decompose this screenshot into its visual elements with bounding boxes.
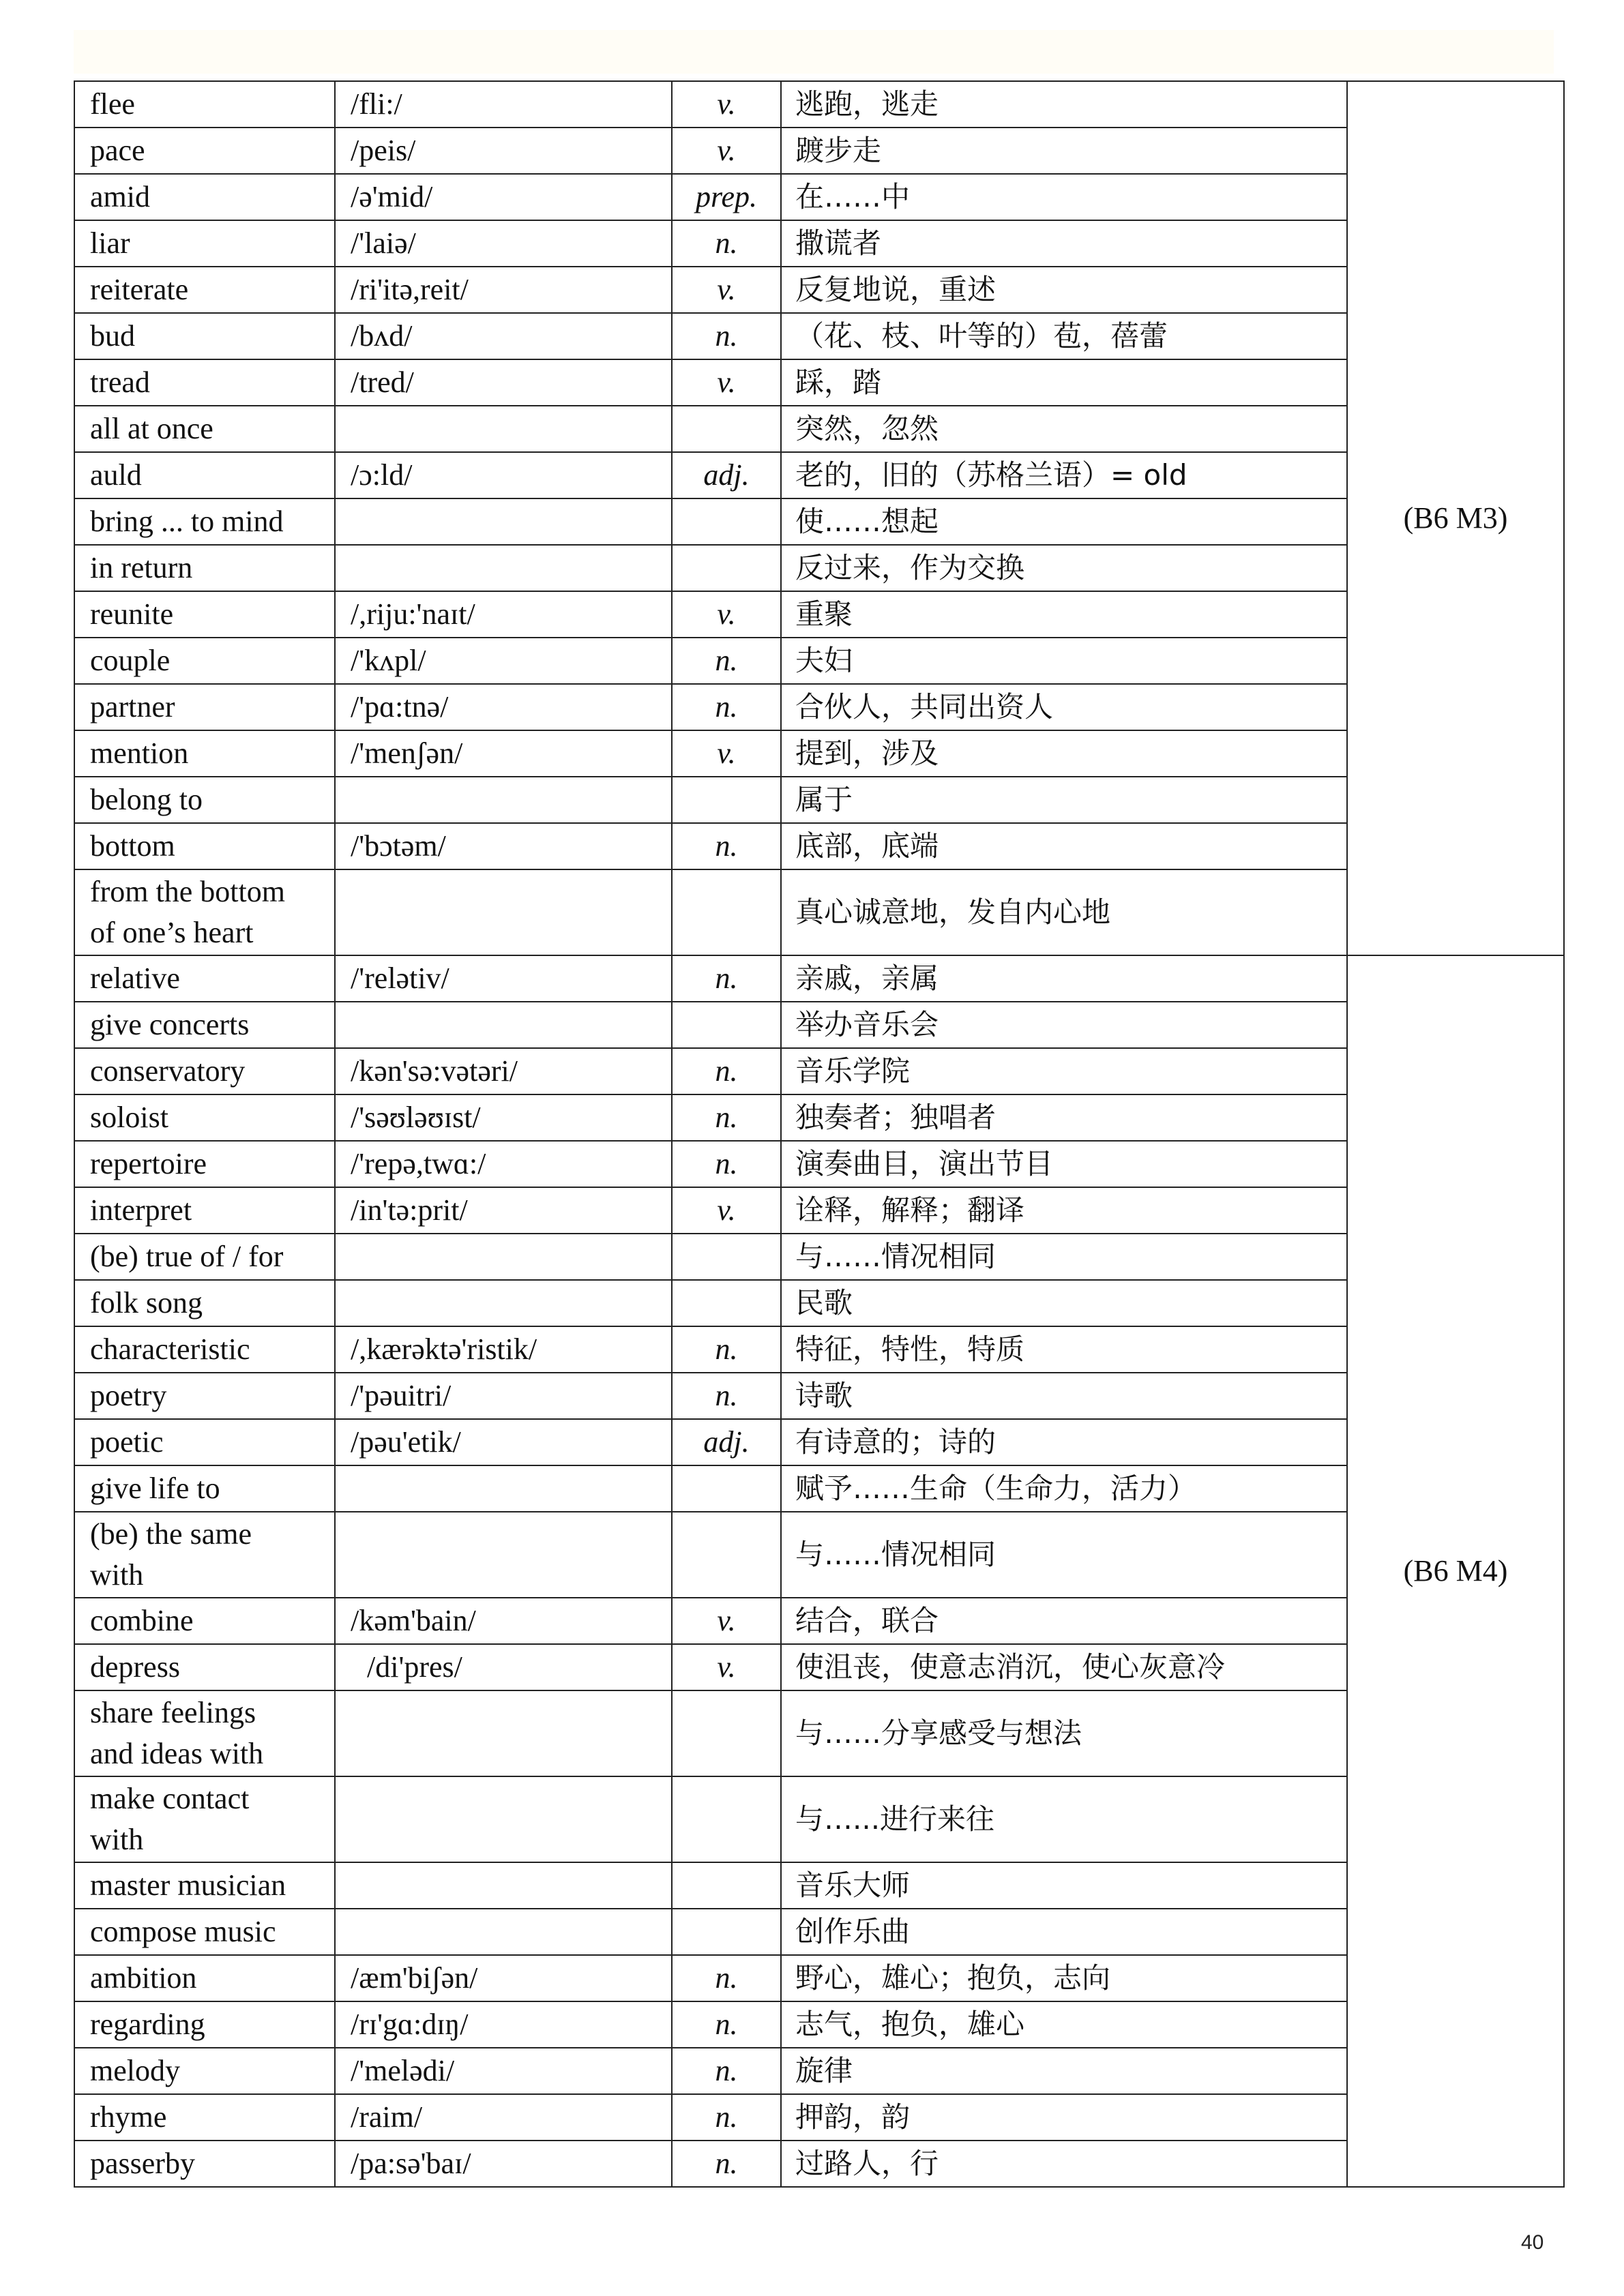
word-line: (be) the same <box>90 1517 252 1551</box>
word-cell: in return <box>74 545 335 591</box>
phonetic-cell: /'menʃən/ <box>335 730 672 777</box>
meaning-cell: 特征，特性，特质 <box>781 1326 1347 1373</box>
word-line: with <box>90 1823 144 1856</box>
part-of-speech-cell: n. <box>672 1141 781 1187</box>
part-of-speech-cell: n. <box>672 1326 781 1373</box>
word-cell: mention <box>74 730 335 777</box>
part-of-speech-cell <box>672 1280 781 1326</box>
phonetic-cell: /,riju:'naɪt/ <box>335 591 672 638</box>
table-row <box>74 1690 1564 1776</box>
meaning-cell: 老的，旧的（苏格兰语）= old <box>781 452 1347 498</box>
word-cell: give life to <box>74 1465 335 1512</box>
word-cell: amid <box>74 174 335 220</box>
meaning-cell: （花、枝、叶等的）苞，蓓蕾 <box>781 313 1347 359</box>
phonetic-cell: /'bɔtəm/ <box>335 823 672 869</box>
meaning-cell: 民歌 <box>781 1280 1347 1326</box>
table-row <box>74 545 1564 591</box>
part-of-speech-cell <box>672 498 781 545</box>
phonetic-cell <box>335 1002 672 1048</box>
phonetic-cell <box>335 406 672 452</box>
table-row <box>74 1598 1564 1644</box>
phonetic-cell: /di'pres/ <box>335 1644 672 1690</box>
part-of-speech-cell: n. <box>672 1373 781 1419</box>
phonetic-cell: /raim/ <box>335 2094 672 2141</box>
word-cell: relative <box>74 955 335 1002</box>
phonetic-cell <box>335 498 672 545</box>
table-row <box>74 1094 1564 1141</box>
vocabulary-table <box>74 80 1565 2188</box>
part-of-speech-cell: n. <box>672 1955 781 2001</box>
word-cell: belong to <box>74 777 335 823</box>
table-row <box>74 174 1564 220</box>
meaning-cell: 合伙人，共同出资人 <box>781 684 1347 730</box>
phonetic-cell <box>335 1280 672 1326</box>
table-row <box>74 406 1564 452</box>
table-row <box>74 869 1564 955</box>
meaning-cell: 音乐学院 <box>781 1048 1347 1094</box>
table-row <box>74 955 1564 1002</box>
phonetic-cell <box>335 1234 672 1280</box>
meaning-cell: 使沮丧，使意志消沉，使心灰意冷 <box>781 1644 1347 1690</box>
part-of-speech-cell <box>672 1776 781 1862</box>
unit-label-m3: (B6 M3) <box>1347 81 1564 955</box>
phonetic-cell: /ɔ:ld/ <box>335 452 672 498</box>
table-row <box>74 1373 1564 1419</box>
meaning-cell: 与…...进行来往 <box>781 1776 1347 1862</box>
part-of-speech-cell <box>672 1512 781 1598</box>
meaning-cell: 举办音乐会 <box>781 1002 1347 1048</box>
meaning-cell: 属于 <box>781 777 1347 823</box>
phonetic-cell: /'kʌpl/ <box>335 638 672 684</box>
meaning-cell: 反复地说，重述 <box>781 267 1347 313</box>
page-header-band <box>74 30 1554 74</box>
table-row <box>74 1234 1564 1280</box>
phonetic-cell: /'relətiv/ <box>335 955 672 1002</box>
meaning-cell: 有诗意的；诗的 <box>781 1419 1347 1465</box>
table-row <box>74 220 1564 267</box>
part-of-speech-cell: v. <box>672 1187 781 1234</box>
part-of-speech-cell: n. <box>672 220 781 267</box>
part-of-speech-cell <box>672 1862 781 1909</box>
word-cell: characteristic <box>74 1326 335 1373</box>
meaning-cell: 赋予……生命（生命力，活力） <box>781 1465 1347 1512</box>
table-row <box>74 1909 1564 1955</box>
table-row <box>74 128 1564 174</box>
meaning-cell: 踩，踏 <box>781 359 1347 406</box>
phonetic-cell: /'repə,twɑ:/ <box>335 1141 672 1187</box>
meaning-cell: 突然，忽然 <box>781 406 1347 452</box>
meaning-cell: 诠释，解释；翻译 <box>781 1187 1347 1234</box>
meaning-cell: 独奏者；独唱者 <box>781 1094 1347 1141</box>
phonetic-cell <box>335 1862 672 1909</box>
table-row <box>74 452 1564 498</box>
table-row <box>74 2094 1564 2141</box>
word-cell: melody <box>74 2048 335 2094</box>
word-cell: passerby <box>74 2141 335 2187</box>
meaning-cell: 逃跑，逃走 <box>781 81 1347 128</box>
word-cell: liar <box>74 220 335 267</box>
table-row <box>74 1644 1564 1690</box>
meaning-cell: 旋律 <box>781 2048 1347 2094</box>
table-row <box>74 1141 1564 1187</box>
part-of-speech-cell: prep. <box>672 174 781 220</box>
meaning-cell: 反过来，作为交换 <box>781 545 1347 591</box>
table-row <box>74 313 1564 359</box>
word-cell: reiterate <box>74 267 335 313</box>
word-cell: master musician <box>74 1862 335 1909</box>
table-row <box>74 1862 1564 1909</box>
table-row <box>74 267 1564 313</box>
word-cell: couple <box>74 638 335 684</box>
phonetic-cell: /fli:/ <box>335 81 672 128</box>
word-cell: combine <box>74 1598 335 1644</box>
word-cell: partner <box>74 684 335 730</box>
phonetic-cell: /æm'biʃən/ <box>335 1955 672 2001</box>
phonetic-cell: /ə'mid/ <box>335 174 672 220</box>
phonetic-cell: /pəu'etik/ <box>335 1419 672 1465</box>
phonetic-cell: /'laiə/ <box>335 220 672 267</box>
phonetic-cell: /kən'sə:vətəri/ <box>335 1048 672 1094</box>
meaning-cell: 提到，涉及 <box>781 730 1347 777</box>
page-number: 40 <box>1521 2231 1544 2254</box>
word-cell: repertoire <box>74 1141 335 1187</box>
phonetic-cell: /ri'itə,reit/ <box>335 267 672 313</box>
table-row <box>74 684 1564 730</box>
part-of-speech-cell <box>672 1465 781 1512</box>
phonetic-cell: /'səʊləʊɪst/ <box>335 1094 672 1141</box>
unit-label-m4: (B6 M4) <box>1347 955 1564 2187</box>
meaning-cell: 创作乐曲 <box>781 1909 1347 1955</box>
table-row <box>74 823 1564 869</box>
phonetic-cell: /pa:sə'baɪ/ <box>335 2141 672 2187</box>
part-of-speech-cell <box>672 1234 781 1280</box>
word-cell: depress <box>74 1644 335 1690</box>
meaning-cell: 押韵，韵 <box>781 2094 1347 2141</box>
word-cell: bottom <box>74 823 335 869</box>
part-of-speech-cell: n. <box>672 2094 781 2141</box>
word-line: of one’s heart <box>90 916 254 949</box>
word-cell <box>74 869 335 955</box>
table-row <box>74 1465 1564 1512</box>
word-cell: tread <box>74 359 335 406</box>
table-row <box>74 359 1564 406</box>
word-line: from the bottom <box>90 875 285 908</box>
table-row <box>74 2048 1564 2094</box>
word-cell: poetic <box>74 1419 335 1465</box>
word-cell: all at once <box>74 406 335 452</box>
part-of-speech-cell: n. <box>672 823 781 869</box>
part-of-speech-cell <box>672 1690 781 1776</box>
part-of-speech-cell: v. <box>672 591 781 638</box>
meaning-cell: 重聚 <box>781 591 1347 638</box>
meaning-cell: 真心诚意地，发自内心地 <box>781 869 1347 955</box>
phonetic-cell: /bʌd/ <box>335 313 672 359</box>
table-row <box>74 1776 1564 1862</box>
phonetic-cell <box>335 1909 672 1955</box>
word-cell: soloist <box>74 1094 335 1141</box>
part-of-speech-cell: n. <box>672 684 781 730</box>
part-of-speech-cell: v. <box>672 81 781 128</box>
meaning-cell: 音乐大师 <box>781 1862 1347 1909</box>
table-row <box>74 2141 1564 2187</box>
part-of-speech-cell: n. <box>672 638 781 684</box>
phonetic-cell <box>335 1776 672 1862</box>
part-of-speech-cell: n. <box>672 955 781 1002</box>
phonetic-cell <box>335 1465 672 1512</box>
part-of-speech-cell: n. <box>672 1048 781 1094</box>
phonetic-cell <box>335 545 672 591</box>
table-row <box>74 1955 1564 2001</box>
word-cell: (be) true of / for <box>74 1234 335 1280</box>
word-line: with <box>90 1558 144 1592</box>
table-row <box>74 730 1564 777</box>
table-row <box>74 81 1564 128</box>
word-cell: ambition <box>74 1955 335 2001</box>
meaning-cell: 诗歌 <box>781 1373 1347 1419</box>
meaning-cell: 演奏曲目，演出节目 <box>781 1141 1347 1187</box>
table-row <box>74 777 1564 823</box>
part-of-speech-cell: v. <box>672 128 781 174</box>
word-cell: regarding <box>74 2001 335 2048</box>
word-line: and ideas with <box>90 1737 264 1770</box>
word-cell: flee <box>74 81 335 128</box>
word-cell: bring ... to mind <box>74 498 335 545</box>
meaning-cell: 与……情况相同 <box>781 1512 1347 1598</box>
phonetic-cell <box>335 1690 672 1776</box>
part-of-speech-cell: n. <box>672 313 781 359</box>
meaning-cell: 踱步走 <box>781 128 1347 174</box>
word-cell <box>74 1776 335 1862</box>
phonetic-cell <box>335 1512 672 1598</box>
part-of-speech-cell: adj. <box>672 452 781 498</box>
phonetic-cell: /tred/ <box>335 359 672 406</box>
table-row <box>74 1326 1564 1373</box>
table-row <box>74 591 1564 638</box>
word-cell: pace <box>74 128 335 174</box>
phonetic-cell: /kəm'bain/ <box>335 1598 672 1644</box>
meaning-cell: 与……分享感受与想法 <box>781 1690 1347 1776</box>
word-cell: conservatory <box>74 1048 335 1094</box>
meaning-cell: 亲戚，亲属 <box>781 955 1347 1002</box>
meaning-cell: 夫妇 <box>781 638 1347 684</box>
part-of-speech-cell: adj. <box>672 1419 781 1465</box>
part-of-speech-cell: v. <box>672 1598 781 1644</box>
phonetic-cell: /,kærəktə'ristik/ <box>335 1326 672 1373</box>
part-of-speech-cell: v. <box>672 267 781 313</box>
phonetic-cell: /peis/ <box>335 128 672 174</box>
table-row <box>74 2001 1564 2048</box>
meaning-cell: 与……情况相同 <box>781 1234 1347 1280</box>
meaning-cell: 底部，底端 <box>781 823 1347 869</box>
meaning-cell: 在……中 <box>781 174 1347 220</box>
meaning-cell: 使……想起 <box>781 498 1347 545</box>
table-row <box>74 1512 1564 1598</box>
part-of-speech-cell: n. <box>672 2141 781 2187</box>
word-line: make contact <box>90 1782 250 1815</box>
phonetic-cell: /'melədi/ <box>335 2048 672 2094</box>
part-of-speech-cell <box>672 869 781 955</box>
part-of-speech-cell: n. <box>672 2001 781 2048</box>
word-cell: reunite <box>74 591 335 638</box>
phonetic-cell: /'pɑ:tnə/ <box>335 684 672 730</box>
meaning-cell: 过路人，行 <box>781 2141 1347 2187</box>
word-line: share feelings <box>90 1696 256 1729</box>
table-row <box>74 638 1564 684</box>
phonetic-cell: /in'tə:prit/ <box>335 1187 672 1234</box>
part-of-speech-cell <box>672 1002 781 1048</box>
phonetic-cell: /rɪ'gɑ:dɪŋ/ <box>335 2001 672 2048</box>
meaning-cell: 野心，雄心；抱负，志向 <box>781 1955 1347 2001</box>
word-cell: bud <box>74 313 335 359</box>
meaning-cell: 志气，抱负，雄心 <box>781 2001 1347 2048</box>
table-row <box>74 498 1564 545</box>
table-row <box>74 1048 1564 1094</box>
phonetic-cell: /'pəuitri/ <box>335 1373 672 1419</box>
word-cell <box>74 1690 335 1776</box>
part-of-speech-cell <box>672 777 781 823</box>
meaning-cell: 结合，联合 <box>781 1598 1347 1644</box>
part-of-speech-cell <box>672 1909 781 1955</box>
part-of-speech-cell: v. <box>672 359 781 406</box>
table-row <box>74 1002 1564 1048</box>
word-cell: poetry <box>74 1373 335 1419</box>
part-of-speech-cell: n. <box>672 1094 781 1141</box>
part-of-speech-cell: v. <box>672 730 781 777</box>
word-cell: rhyme <box>74 2094 335 2141</box>
meaning-cell: 撒谎者 <box>781 220 1347 267</box>
table-row <box>74 1280 1564 1326</box>
part-of-speech-cell <box>672 406 781 452</box>
word-cell: auld <box>74 452 335 498</box>
table-row <box>74 1419 1564 1465</box>
word-cell: interpret <box>74 1187 335 1234</box>
table-row <box>74 1187 1564 1234</box>
part-of-speech-cell: n. <box>672 2048 781 2094</box>
phonetic-cell <box>335 869 672 955</box>
part-of-speech-cell <box>672 545 781 591</box>
word-cell: give concerts <box>74 1002 335 1048</box>
word-cell: folk song <box>74 1280 335 1326</box>
part-of-speech-cell: v. <box>672 1644 781 1690</box>
word-cell: compose music <box>74 1909 335 1955</box>
word-cell <box>74 1512 335 1598</box>
phonetic-cell <box>335 777 672 823</box>
